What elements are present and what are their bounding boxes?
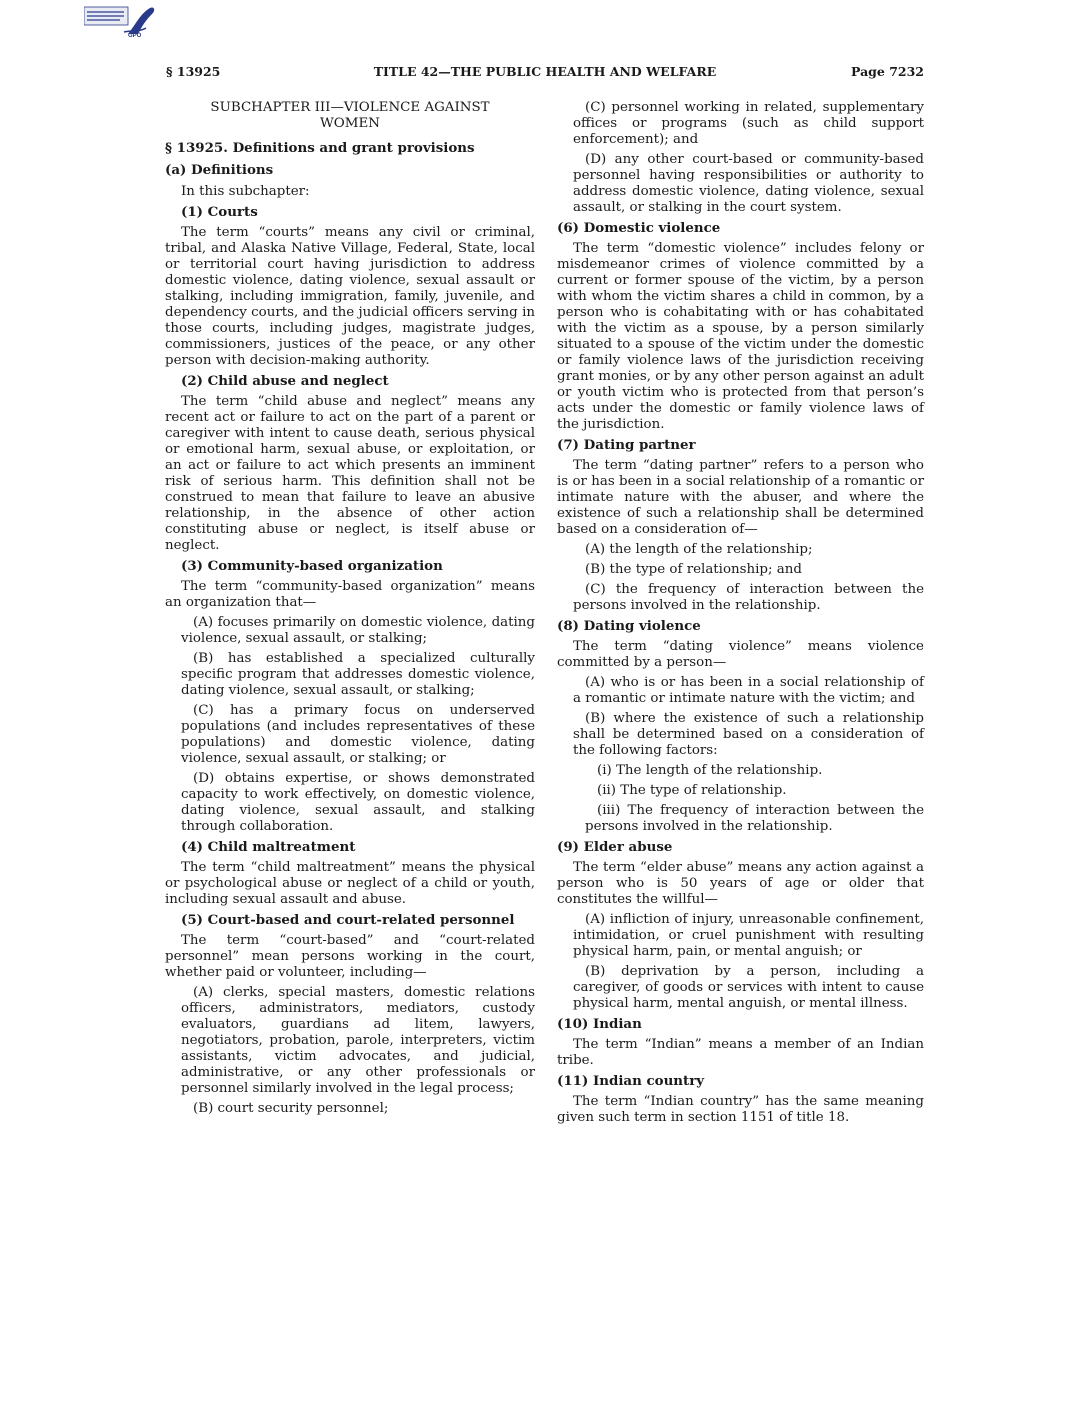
definition-6-text: The term “domestic violence” includes felony or misdemeanor crimes of violence committed by a current or former spouse of the victim, by a person with whom the victim shares a child in common, by a person who is cohabitating with or has cohabitated with the victim as a spouse, by a person similarly situated to a spouse of the victim under the domestic or family violence laws of the jurisdiction receiving grant monies, or by any other person against an adult or youth victim who is protected from that person’s acts under the domestic or family violence laws of the jurisdiction. <box>557 241 924 432</box>
subchapter-title: SUBCHAPTER III—VIOLENCE AGAINST WOMEN <box>210 100 490 131</box>
definition-5-text: The term “court-based” and “court-related personnel” mean persons working in the court, whether paid or volunteer, including— <box>165 933 535 980</box>
definition-5-heading: (5) Court-based and court-related personnel <box>181 912 515 928</box>
definition-11-text: The term “Indian country” has the same meaning given such term in section 1151 of title 18. <box>557 1094 924 1125</box>
definition-8-b-i: (i) The length of the relationship. <box>597 763 823 778</box>
definition-10-heading: (10) Indian <box>557 1016 642 1032</box>
definition-10-text: The term “Indian” means a member of an Indian tribe. <box>557 1037 924 1068</box>
right-column <box>557 100 924 1130</box>
definition-9-b: (B) deprivation by a person, including a caregiver, of goods or services with intent to cause physical harm, mental anguish, or mental illness. <box>573 964 924 1011</box>
definition-7-b: (B) the type of relationship; and <box>585 562 802 577</box>
left-column <box>165 100 535 1121</box>
definition-8-text: The term “dating violence” means violence committed by a person— <box>557 639 924 670</box>
definition-2-heading: (2) Child abuse and neglect <box>181 373 389 389</box>
definition-5-c: (C) personnel working in related, supplementary offices or programs (such as child support enforcement); and <box>573 100 924 147</box>
definition-11-heading: (11) Indian country <box>557 1073 705 1089</box>
definition-8-b-iii: (iii) The frequency of interaction between the persons involved in the relationship. <box>585 803 924 834</box>
definition-4-heading: (4) Child maltreatment <box>181 839 356 855</box>
intro-text: In this subchapter: <box>181 184 310 199</box>
subsection-a-heading: (a) Definitions <box>165 162 274 178</box>
definition-8-b: (B) where the existence of such a relationship shall be determined based on a consideration of the following factors: <box>573 711 924 758</box>
definition-7-a: (A) the length of the relationship; <box>585 542 813 557</box>
definition-5-b: (B) court security personnel; <box>193 1101 389 1116</box>
definition-1-heading: (1) Courts <box>181 204 258 220</box>
definition-9-text: The term “elder abuse” means any action against a person who is 50 years of age or older that constitutes the willful— <box>557 860 924 907</box>
definition-7-text: The term “dating partner” refers to a person who is or has been in a social relationship of a romantic or intimate nature with the abuser, and where the existence of such a relationship shall be determined based on a consideration of— <box>557 458 924 537</box>
definition-5-a: (A) clerks, special masters, domestic relations officers, administrators, mediators, custody evaluators, guardians ad litem, lawyers, negotiators, probation, parole, interpreters, victim assistants, victim advocates, and judicial, administrative, or any other professionals or personnel similarly involved in the legal process; <box>181 985 535 1096</box>
definition-7-c: (C) the frequency of interaction between the persons involved in the relationship. <box>573 582 924 613</box>
definition-9-a: (A) infliction of injury, unreasonable confinement, intimidation, or cruel punishment with resulting physical harm, pain, or mental anguish; or <box>573 912 924 959</box>
definition-7-heading: (7) Dating partner <box>557 437 696 453</box>
title-heading: TITLE 42—THE PUBLIC HEALTH AND WELFARE <box>373 64 717 79</box>
definition-3-d: (D) obtains expertise, or shows demonstrated capacity to work effectively, on domestic violence, dating violence, sexual assault, and stalking through collaboration. <box>181 771 535 834</box>
gpo-authenticated-logo <box>84 4 158 38</box>
definition-1-text: The term “courts” means any civil or criminal, tribal, and Alaska Native Village, Federal, State, local or territorial court having jurisdiction to address domestic violence, dating violence, sexual assault or stalking, including immigration, family, juvenile, and dependency courts, and the judicial officers serving in those courts, including judges, magistrate judges, commissioners, justices of the peace, or any other person with decision-making authority. <box>165 225 535 368</box>
definition-3-b: (B) has established a specialized culturally specific program that addresses domestic violence, dating violence, sexual assault, or stalking; <box>181 651 535 698</box>
page-number: Page 7232 <box>851 64 924 79</box>
definition-6-heading: (6) Domestic violence <box>557 220 721 236</box>
definition-3-c: (C) has a primary focus on underserved populations (and includes representatives of these populations) and domestic violence, dating violence, sexual assault, or stalking; or <box>181 703 535 766</box>
definition-3-text: The term “community-based organization” means an organization that— <box>165 579 535 610</box>
definition-5-d: (D) any other court-based or community-based personnel having responsibilities or authority to address domestic violence, dating violence, sexual assault, or stalking in the court system. <box>573 152 924 215</box>
svg-text:GPO: GPO <box>128 33 142 38</box>
definition-9-heading: (9) Elder abuse <box>557 839 673 855</box>
running-head <box>166 64 924 82</box>
section-heading: § 13925. Definitions and grant provisions <box>165 140 475 156</box>
definition-8-a: (A) who is or has been in a social relationship of a romantic or intimate nature with the victim; and <box>573 675 924 706</box>
definition-8-b-ii: (ii) The type of relationship. <box>597 783 787 798</box>
definition-2-text: The term “child abuse and neglect” means any recent act or failure to act on the part of a parent or caregiver with intent to cause death, serious physical or emotional harm, sexual abuse, or exploitation, or an act or failure to act which presents an imminent risk of serious harm. This definition shall not be construed to mean that failure to leave an abusive relationship, in the absence of other action constituting abuse or neglect, is itself abuse or neglect. <box>165 394 535 553</box>
definition-3-a: (A) focuses primarily on domestic violence, dating violence, sexual assault, or stalking; <box>181 615 535 646</box>
definition-4-text: The term “child maltreatment” means the physical or psychological abuse or neglect of a child or youth, including sexual assault and abuse. <box>165 860 535 907</box>
section-number: § 13925 <box>166 64 221 79</box>
definition-3-heading: (3) Community-based organization <box>181 558 443 574</box>
definition-8-heading: (8) Dating violence <box>557 618 701 634</box>
